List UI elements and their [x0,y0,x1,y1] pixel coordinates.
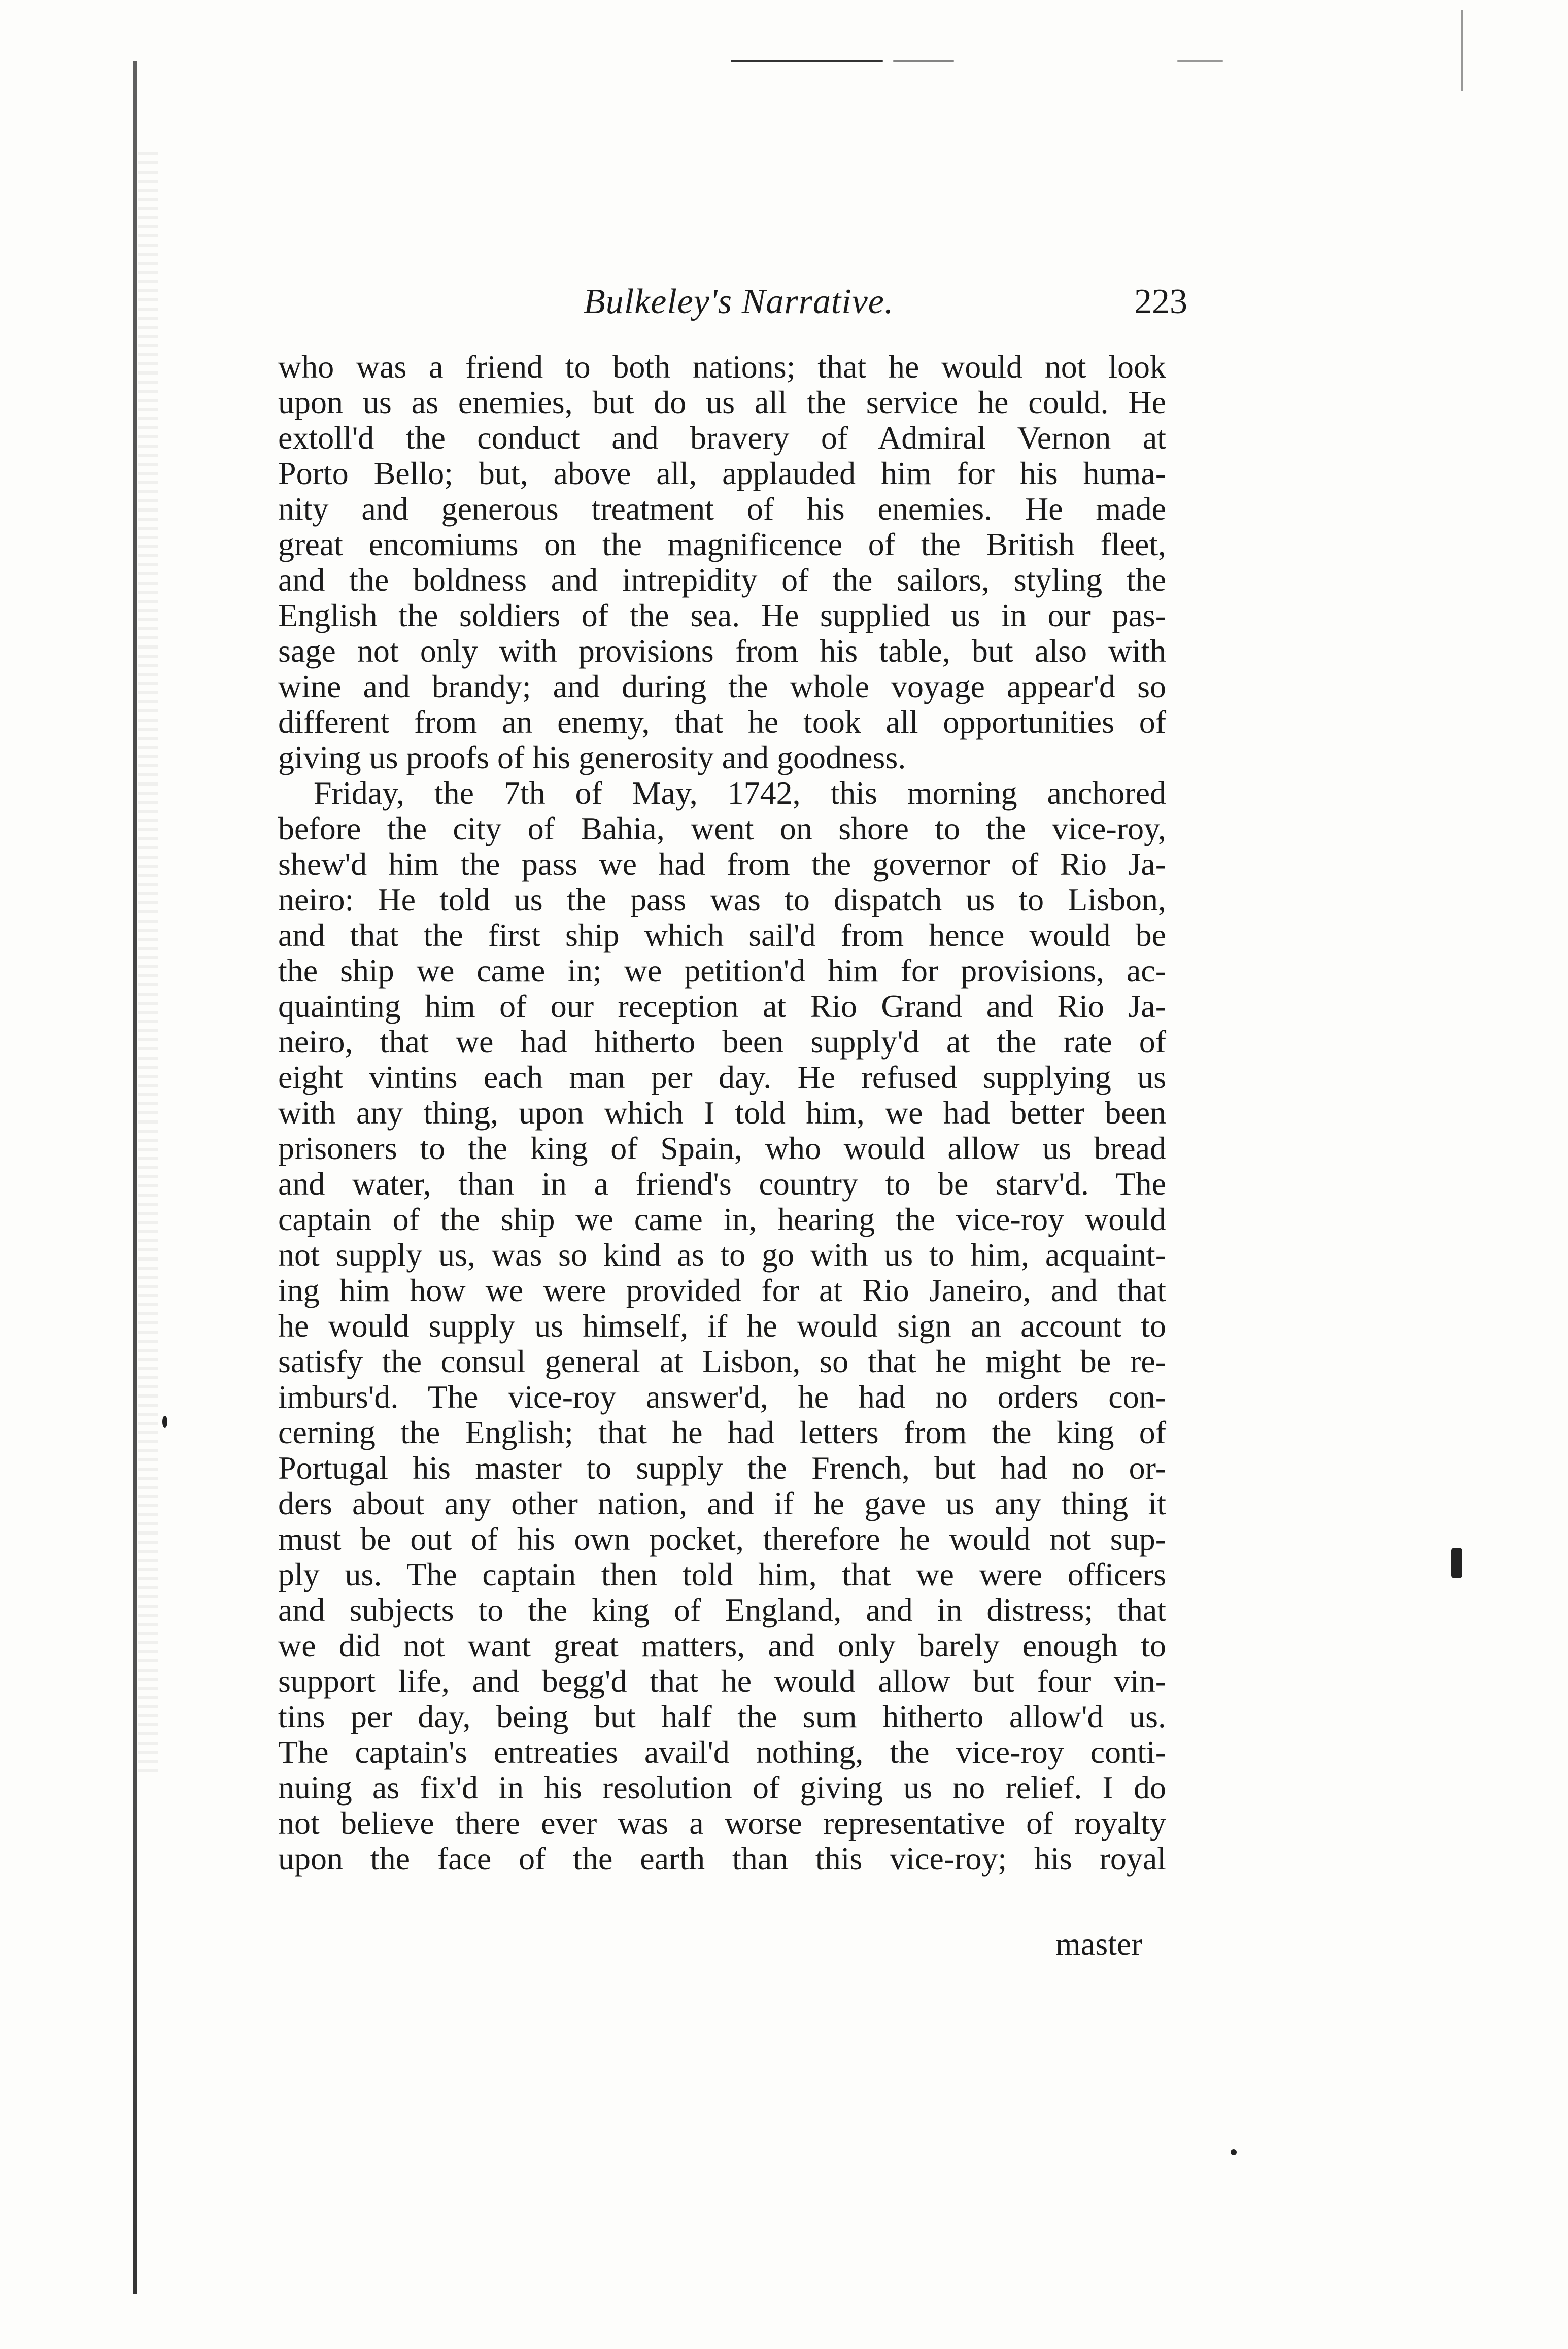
text-line: support life, and begg'd that he would allow but four vin- [278,1663,1166,1699]
text-line: English the soldiers of the sea. He supplied us in our pas- [278,597,1166,633]
running-title: Bulkeley's Narrative. [584,282,894,321]
text-line: not believe there ever was a worse representative of royalty [278,1805,1166,1841]
text-line: sage not only with provisions from his table, but also with [278,633,1166,669]
text-line: cerning the English; that he had letters from the king of [278,1414,1166,1450]
text-line: ders about any other nation, and if he gave us any thing it [278,1485,1166,1521]
text-line: prisoners to the king of Spain, who would allow us bread [278,1130,1166,1166]
paragraph-first-line: Friday, the 7th of May, 1742, this morning anchored [314,775,1166,811]
text-line: extoll'd the conduct and bravery of Admiral Vernon at [278,420,1166,456]
text-line: with any thing, upon which I told him, we had better been [278,1095,1166,1131]
text-line: who was a friend to both nations; that he would not look [278,349,1166,385]
text-line: satisfy the consul general at Lisbon, so that he might be re- [278,1343,1166,1379]
catchword: master [1055,1926,1142,1962]
text-line: before the city of Bahia, went on shore to the vice-roy, [278,810,1166,846]
page-number: 223 [1134,282,1187,321]
text-line: he would supply us himself, if he would sign an account to [278,1308,1166,1344]
scan-speck [162,1416,167,1428]
text-line: shew'd him the pass we had from the governor of Rio Ja- [278,846,1166,882]
text-line: Portugal his master to supply the French, but had no or- [278,1450,1166,1486]
text-line: ply us. The captain then told him, that we were officers [278,1556,1166,1592]
text-line: Porto Bello; but, above all, applauded him for his huma- [278,455,1166,491]
text-line: eight vintins each man per day. He refused supplying us [278,1059,1166,1095]
text-line: must be out of his own pocket, therefore he would not sup- [278,1521,1166,1557]
text-line: imburs'd. The vice-roy answer'd, he had no orders con- [278,1379,1166,1415]
text-line: ing him how we were provided for at Rio Janeiro, and that [278,1272,1166,1308]
text-line: neiro, that we had hitherto been supply'd at the rate of [278,1024,1166,1060]
body-text [278,349,1166,1877]
text-line: quainting him of our reception at Rio Grand and Rio Ja- [278,988,1166,1024]
scan-edge-mark [1461,10,1463,91]
text-line: the ship we came in; we petition'd him for provisions, ac- [278,952,1166,989]
text-line: captain of the ship we came in, hearing the vice-roy would [278,1201,1166,1237]
text-line: neiro: He told us the pass was to dispatch us to Lisbon, [278,881,1166,917]
page-gutter-edge [133,61,137,2294]
text-line: The captain's entreaties avail'd nothing, the vice-roy conti- [278,1734,1166,1770]
page-header [274,282,1187,327]
scan-top-smudge [893,60,954,62]
text-line: different from an enemy, that he took all opportunities of [278,704,1166,740]
text-line: nuing as fix'd in his resolution of giving us no relief. I do [278,1769,1166,1806]
text-line: and water, than in a friend's country to be starv'd. The [278,1166,1166,1202]
scan-speck [1231,2149,1237,2155]
text-line: tins per day, being but half the sum hitherto allow'd us. [278,1698,1166,1734]
text-line: not supply us, was so kind as to go with us to him, acquaint- [278,1237,1166,1273]
text-line: and the boldness and intrepidity of the sailors, styling the [278,562,1166,598]
text-line: giving us proofs of his generosity and goodness. [278,739,906,775]
text-line: upon the face of the earth than this vice-roy; his royal [278,1841,1166,1877]
scan-top-smudge [1177,60,1223,62]
text-line: upon us as enemies, but do us all the service he could. He [278,384,1166,420]
text-line: nity and generous treatment of his enemies. He made [278,491,1166,527]
page-gutter-shadow [138,152,158,1776]
text-line: and subjects to the king of England, and in distress; that [278,1592,1166,1628]
text-line: wine and brandy; and during the whole voyage appear'd so [278,668,1166,704]
scan-top-smudge [731,60,883,62]
scan-speck [1451,1548,1462,1578]
text-line: great encomiums on the magnificence of the British fleet, [278,526,1166,562]
text-line: and that the first ship which sail'd from hence would be [278,917,1166,953]
text-line: we did not want great matters, and only barely enough to [278,1627,1166,1663]
